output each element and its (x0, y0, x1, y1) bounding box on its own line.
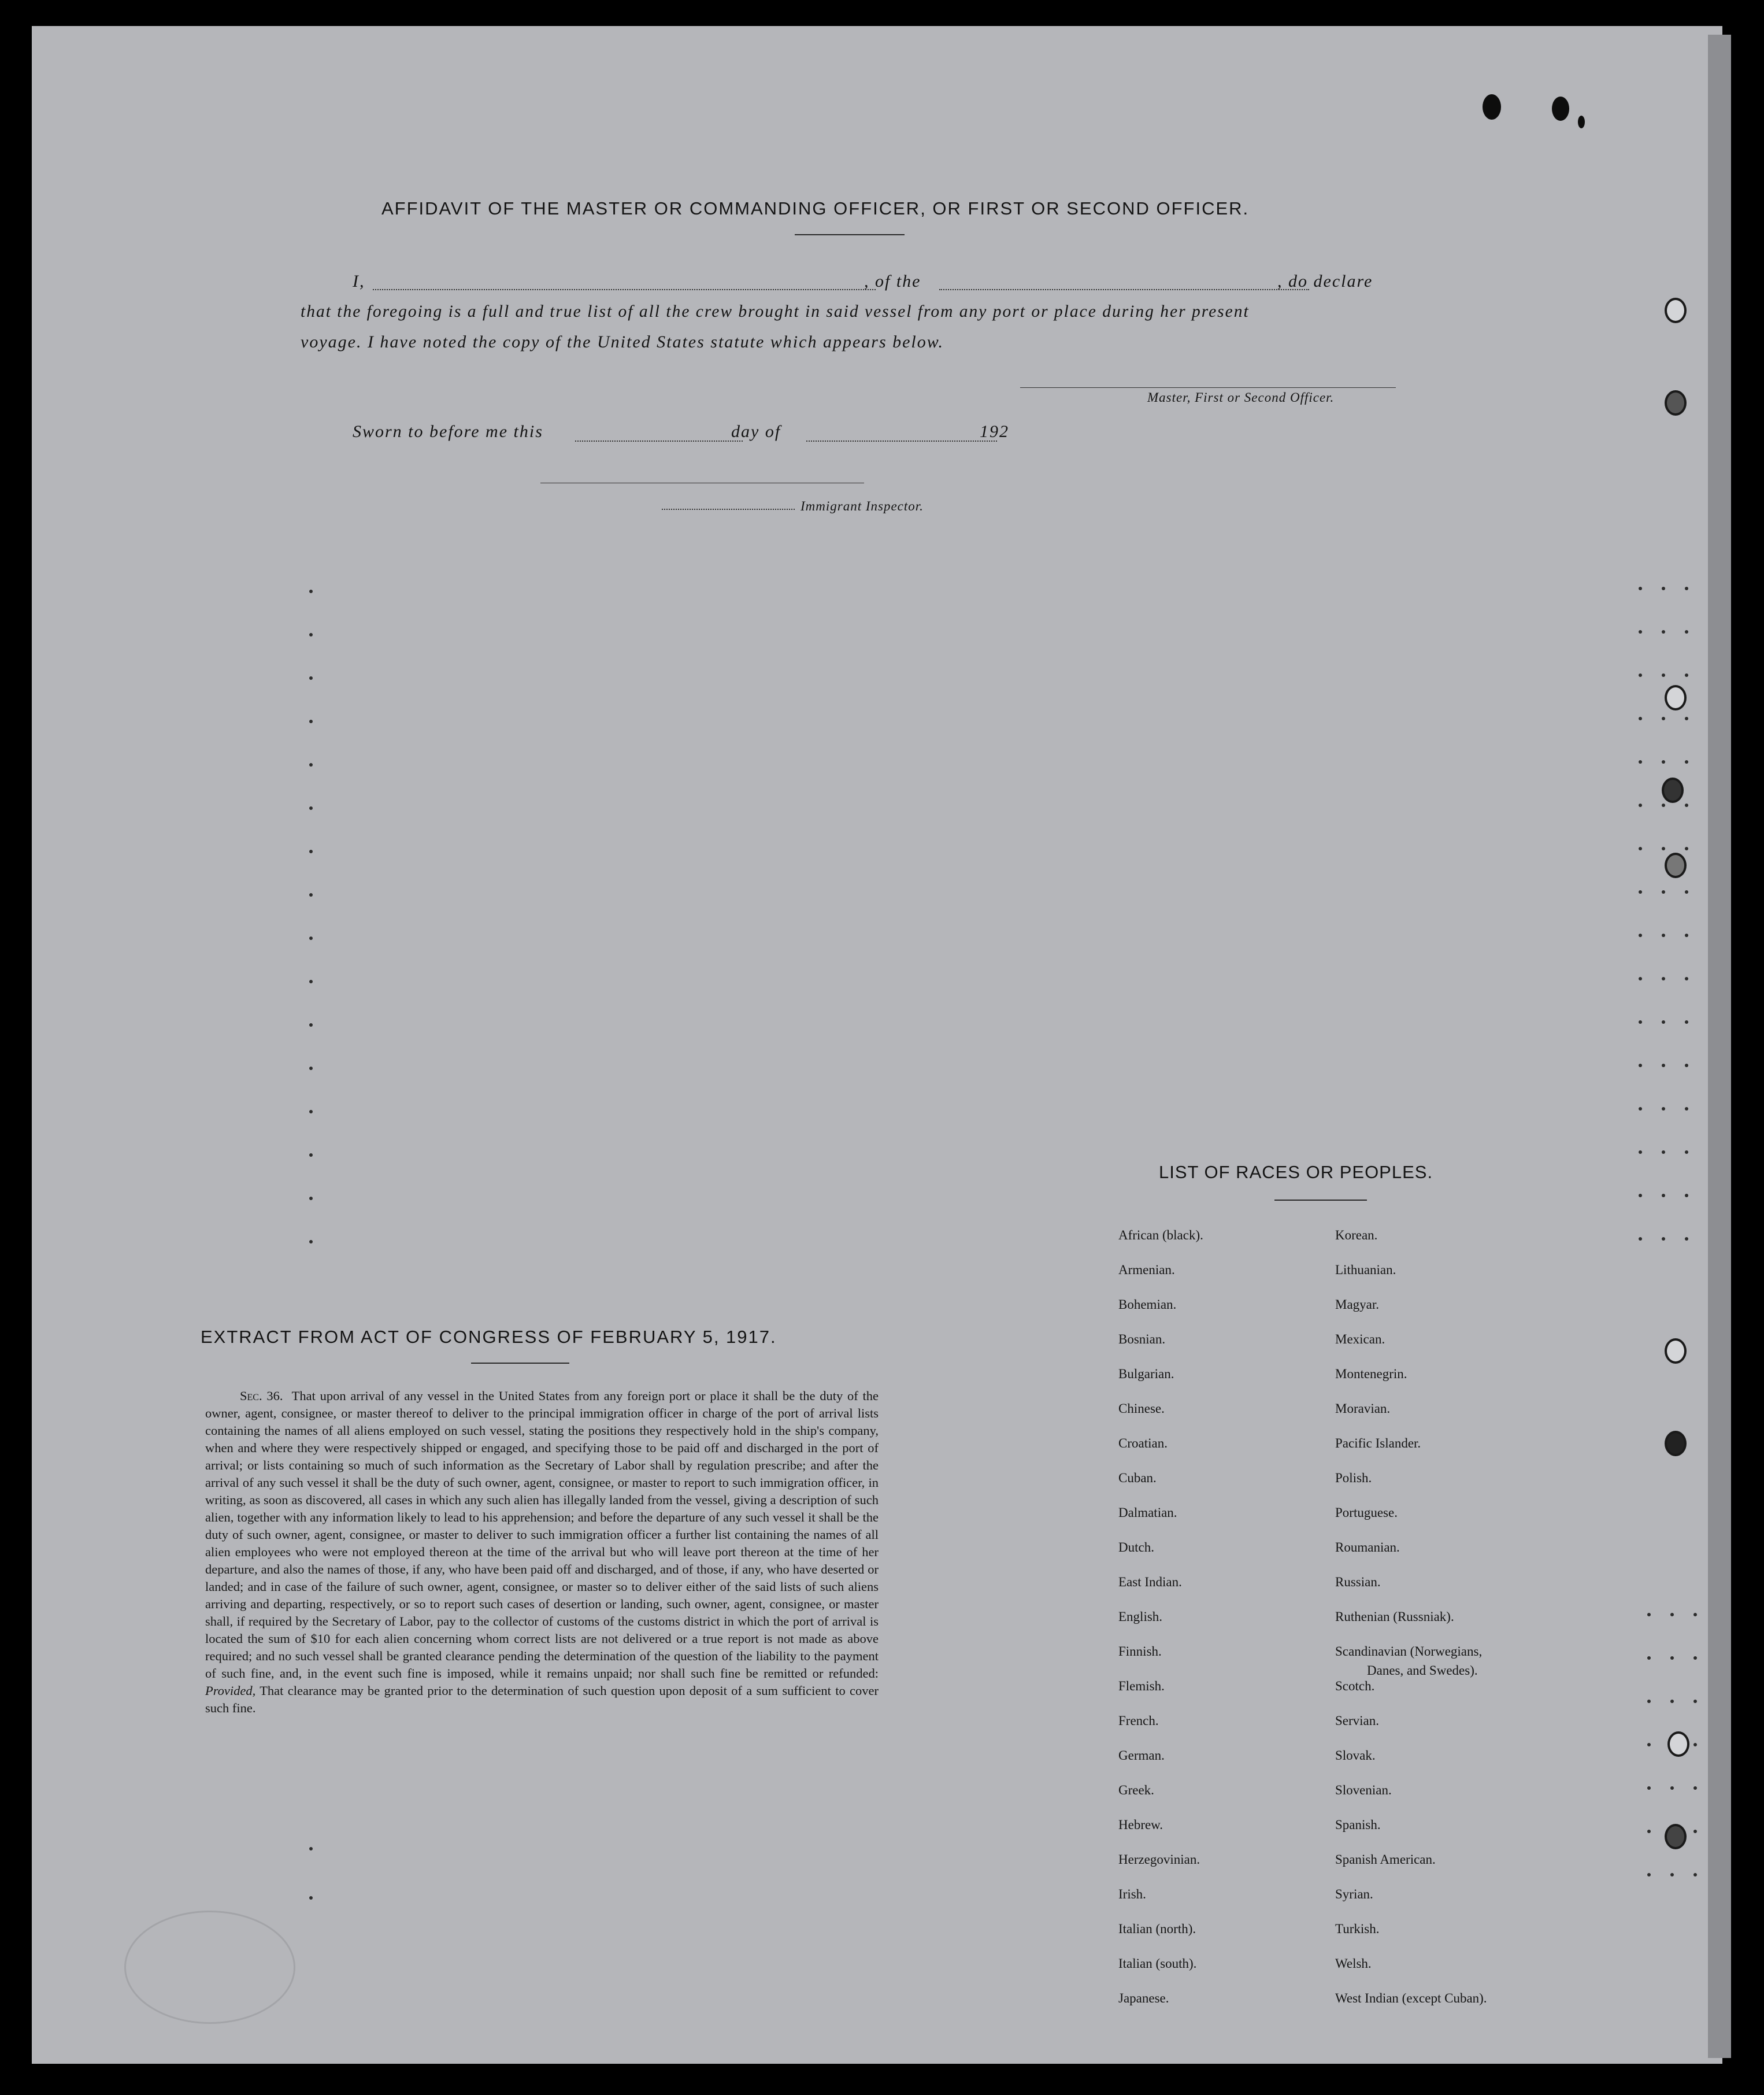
ink-blot (1578, 116, 1585, 128)
margin-dot (1639, 587, 1642, 590)
margin-dot (1639, 934, 1642, 937)
margin-dot (309, 1847, 313, 1850)
margin-dot (1647, 1786, 1651, 1790)
margin-dot (1639, 1064, 1642, 1067)
margin-dot (1639, 673, 1642, 677)
margin-dot (1685, 804, 1688, 807)
margin-dot (1693, 1743, 1697, 1746)
margin-dot (1647, 1613, 1651, 1616)
margin-dot (1693, 1830, 1697, 1833)
race-item: Italian (south). (1118, 1956, 1197, 1971)
margin-dot (1662, 934, 1665, 937)
margin-dot (1693, 1613, 1697, 1616)
races-heading-rule (1274, 1200, 1367, 1201)
signature-blank-line[interactable] (1020, 387, 1396, 388)
margin-dot (309, 1023, 313, 1027)
race-item: Korean. (1335, 1228, 1378, 1242)
race-item: Moravian. (1335, 1401, 1391, 1416)
races-column-right (1335, 1224, 1487, 2022)
margin-dot (309, 850, 313, 853)
margin-dot (1693, 1700, 1697, 1703)
race-item: French. (1118, 1713, 1159, 1728)
extract-body (205, 1387, 879, 1717)
margin-dot (309, 1067, 313, 1070)
margin-dot (309, 1896, 313, 1900)
extract-body-2: That clearance may be granted prior to the determination of such question upon deposit of a sum sufficient to cover such fine. (205, 1683, 879, 1715)
margin-dot (1685, 977, 1688, 980)
races-heading: LIST OF RACES OR PEOPLES. (1159, 1162, 1433, 1182)
margin-dot (1647, 1743, 1651, 1746)
margin-dot (309, 937, 313, 940)
race-item: Slovenian. (1335, 1783, 1392, 1797)
margin-dot (309, 806, 313, 810)
race-item: Croatian. (1118, 1436, 1168, 1450)
sworn-day-blank[interactable] (575, 441, 743, 442)
margin-dot (1685, 1107, 1688, 1111)
margin-dot (309, 1110, 313, 1113)
race-item: Cuban. (1118, 1471, 1157, 1485)
race-item: Japanese. (1118, 1991, 1169, 2005)
sworn-year: 192 (980, 422, 1009, 441)
margin-dot (1639, 1194, 1642, 1197)
margin-dot (1685, 1020, 1688, 1024)
race-item: West Indian (except Cuban). (1335, 1991, 1487, 2005)
margin-dot (1670, 1786, 1674, 1790)
race-item: Armenian. (1118, 1263, 1175, 1277)
margin-dot (1639, 890, 1642, 894)
race-item: German. (1118, 1748, 1165, 1763)
race-item: Welsh. (1335, 1956, 1372, 1971)
margin-dot (1670, 1613, 1674, 1616)
margin-dot (1662, 847, 1665, 850)
margin-dot (309, 1197, 313, 1200)
margin-dot (1647, 1830, 1651, 1833)
proviso-label: Provided, (205, 1683, 256, 1698)
affidavit-heading: AFFIDAVIT OF THE MASTER OR COMMANDING OFFICER, OR FIRST OR SECOND OFFICER. (381, 198, 1250, 219)
ink-blot (1483, 94, 1501, 120)
vessel-blank-line[interactable] (939, 289, 1309, 290)
margin-dot (1685, 1237, 1688, 1241)
page-edge (1708, 35, 1731, 2058)
margin-dot (1639, 717, 1642, 720)
race-item: Bosnian. (1118, 1332, 1166, 1346)
margin-dot (1685, 1194, 1688, 1197)
race-item: English. (1118, 1609, 1163, 1624)
margin-dot (1662, 673, 1665, 677)
section-label: Sec. 36. (240, 1389, 283, 1403)
race-item: African (black). (1118, 1228, 1203, 1242)
margin-dot (1662, 1064, 1665, 1067)
margin-dot (1662, 1194, 1665, 1197)
faded-stamp (124, 1911, 295, 2024)
margin-dot (1639, 760, 1642, 764)
race-item: Servian. (1335, 1713, 1380, 1728)
margin-dot (1693, 1873, 1697, 1876)
margin-dot (1685, 890, 1688, 894)
margin-dot (1662, 760, 1665, 764)
margin-dot (1639, 1020, 1642, 1024)
race-item: Hebrew. (1118, 1818, 1163, 1832)
punch-hole (1665, 1338, 1687, 1364)
race-item: Spanish. (1335, 1818, 1381, 1832)
race-item: Irish. (1118, 1887, 1146, 1901)
margin-dot (1685, 587, 1688, 590)
race-item: Dalmatian. (1118, 1505, 1177, 1520)
margin-dot (1662, 630, 1665, 634)
signature-label: Master, First or Second Officer. (1147, 390, 1335, 405)
margin-dot (309, 720, 313, 723)
margin-dot (1693, 1656, 1697, 1660)
race-item: Greek. (1118, 1783, 1154, 1797)
race-item: Portuguese. (1335, 1505, 1398, 1520)
extract-body-1: That upon arrival of any vessel in the United States from any foreign port or place it shall be the duty of the owner, agent, consignee, or master thereof to deliver to the principal immigration officer in charge of the port of arrival lists containing the names of all aliens employed on such vessel, stating the positions they respectively hold in the ship's company, when and where they were respectively shipped or engaged, and specifying those to be paid off and discharged in the port of arrival; or lists containing so much of such information as the Secretary of Labor shall by regulation prescribe; and after the arrival of any such vessel it shall be the duty of such owner, agent, consignee, or master to report to such immigration officer, in writing, as soon as discovered, all cases in which any such alien has illegally landed from the vessel, giving a description of such alien, together with any information likely to lead to his apprehension; and before the departure of any such vessel it shall be the duty of such owner, agent, consignee, or master to deliver to such immigration officer a further list containing the names of all alien employees who were not employed thereon at the time of the arrival but who will leave port thereon at the time of her departure, and also the names of those, if any, who have been paid off and discharged, and of those, if any, who have deserted or landed; and in case of the failure of such owner, agent, consignee, or master so to deliver either of the said lists of such aliens arriving and departing, respectively, or so to report such cases of desertion or landing, such owner, agent, consignee, or master shall, if required by the Secretary of Labor, pay to the collector of customs of the customs district in which the port of arrival is located the sum of $10 for each alien concerning whom correct lists are not delivered or a true report is not made as above required; and no such vessel shall be granted clearance pending the determination of the question of the liability to the payment of such fine, and, in the event such fine is imposed, while it remains unpaid; nor shall such fine be remitted or refunded: (205, 1389, 879, 1681)
document-page (32, 26, 1722, 2064)
margin-dot (309, 1153, 313, 1157)
race-item: Chinese. (1118, 1401, 1165, 1416)
race-item: Turkish. (1335, 1922, 1380, 1936)
margin-dot (1662, 587, 1665, 590)
race-item: Herzegovinian. (1118, 1852, 1200, 1867)
margin-dot (1662, 1020, 1665, 1024)
punch-hole (1665, 853, 1687, 878)
ink-blot (1552, 97, 1569, 121)
sworn-day-of: day of (731, 422, 781, 441)
races-column-left (1118, 1224, 1203, 2022)
extract-heading-rule (471, 1363, 569, 1364)
race-item: Mexican. (1335, 1332, 1385, 1346)
margin-dot (1685, 934, 1688, 937)
margin-dot (309, 676, 313, 680)
race-item: Flemish. (1118, 1679, 1165, 1693)
margin-dot (1685, 1064, 1688, 1067)
margin-dot (1639, 630, 1642, 634)
margin-dot (1639, 1150, 1642, 1154)
punch-hole (1665, 298, 1687, 323)
race-item: East Indian. (1118, 1575, 1182, 1589)
punch-hole (1665, 685, 1687, 710)
affidavit-i: I, (353, 272, 365, 291)
margin-dot (309, 763, 313, 767)
race-item: Italian (north). (1118, 1922, 1196, 1936)
punch-hole (1665, 390, 1687, 416)
affidavit-do-declare: , do declare (1277, 272, 1373, 291)
race-item: Russian. (1335, 1575, 1381, 1589)
margin-dot (1662, 1237, 1665, 1241)
margin-dot (1662, 804, 1665, 807)
margin-dot (1685, 760, 1688, 764)
margin-dot (1639, 847, 1642, 850)
race-item: Syrian. (1335, 1887, 1373, 1901)
race-item: Roumanian. (1335, 1540, 1400, 1554)
affidavit-heading-rule (795, 234, 905, 235)
race-item: Bulgarian. (1118, 1367, 1174, 1381)
margin-dot (1685, 1150, 1688, 1154)
race-item: Pacific Islander. (1335, 1436, 1421, 1450)
punch-hole (1665, 1431, 1687, 1456)
races-scandinavian-continuation: Danes, and Swedes). (1367, 1663, 1478, 1678)
margin-dot (309, 893, 313, 897)
affidavit-of-the: , of the (864, 272, 921, 291)
margin-dot (1662, 890, 1665, 894)
punch-hole (1667, 1731, 1689, 1757)
affidavit-line-2: that the foregoing is a full and true list of all the crew brought in said vessel from any port or place during her present (301, 302, 1250, 321)
margin-dot (1639, 804, 1642, 807)
race-item: Spanish American. (1335, 1852, 1436, 1867)
margin-dot (1670, 1656, 1674, 1660)
inspector-label: Immigrant Inspector. (801, 499, 924, 513)
race-item: Dutch. (1118, 1540, 1154, 1554)
sworn-month-blank[interactable] (806, 441, 997, 442)
margin-dot (1685, 717, 1688, 720)
sworn-text: Sworn to before me this (353, 422, 543, 441)
margin-dot (1647, 1700, 1651, 1703)
race-item: Bohemian. (1118, 1297, 1177, 1312)
margin-dot (1639, 1107, 1642, 1111)
inspector-short-line (662, 509, 795, 510)
margin-dot (1662, 717, 1665, 720)
margin-dot (1662, 1107, 1665, 1111)
margin-dot (1662, 977, 1665, 980)
race-item: Magyar. (1335, 1297, 1380, 1312)
margin-dot (309, 590, 313, 593)
name-blank-line[interactable] (373, 289, 876, 290)
margin-dot (1685, 630, 1688, 634)
race-item: Lithuanian. (1335, 1263, 1396, 1277)
race-item: Montenegrin. (1335, 1367, 1407, 1381)
punch-hole (1665, 1824, 1687, 1849)
margin-dot (309, 633, 313, 636)
margin-dot (1670, 1700, 1674, 1703)
race-item: Slovak. (1335, 1748, 1376, 1763)
margin-dot (309, 980, 313, 983)
affidavit-line-3: voyage. I have noted the copy of the United States statute which appears below. (301, 332, 944, 351)
margin-dot (1670, 1873, 1674, 1876)
margin-dot (1639, 1237, 1642, 1241)
margin-dot (1693, 1786, 1697, 1790)
margin-dot (1685, 847, 1688, 850)
race-item: Scandinavian (Norwegians, (1335, 1644, 1483, 1659)
margin-dot (1647, 1656, 1651, 1660)
margin-dot (1662, 1150, 1665, 1154)
race-item: Scotch. (1335, 1679, 1375, 1693)
race-item: Polish. (1335, 1471, 1372, 1485)
punch-hole (1662, 778, 1684, 803)
race-item: Ruthenian (Russniak). (1335, 1609, 1454, 1624)
margin-dot (309, 1240, 313, 1243)
margin-dot (1685, 673, 1688, 677)
margin-dot (1639, 977, 1642, 980)
race-item: Finnish. (1118, 1644, 1162, 1659)
margin-dot (1647, 1873, 1651, 1876)
extract-heading: EXTRACT FROM ACT OF CONGRESS OF FEBRUARY 5, 1917. (201, 1327, 777, 1347)
